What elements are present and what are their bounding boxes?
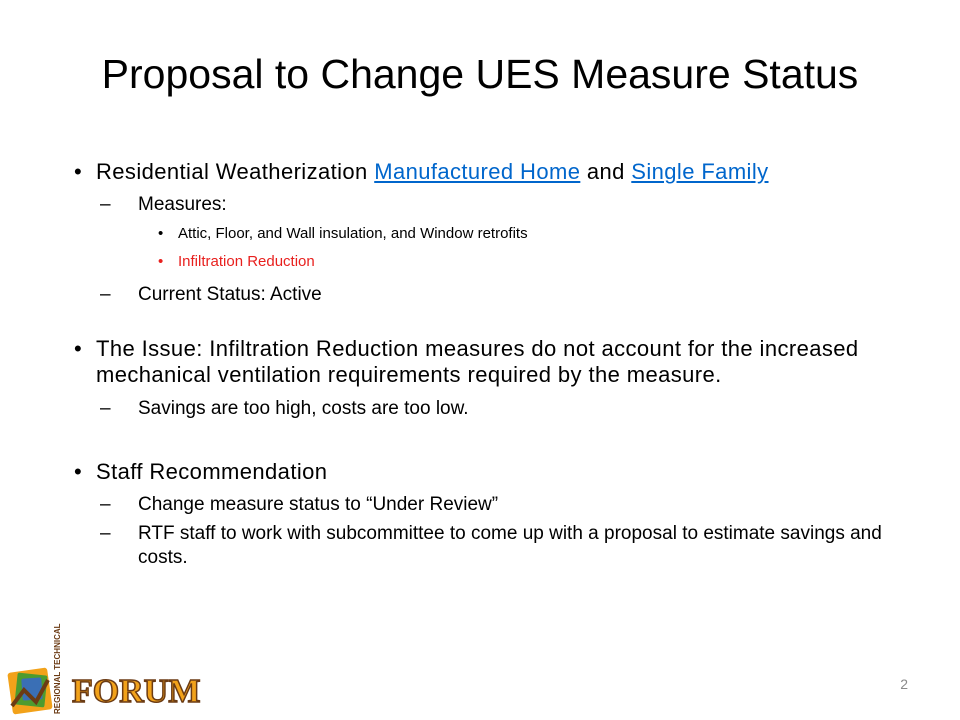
logo-side-text: REGIONAL TECHNICAL [53, 623, 62, 714]
bullet-staff-recommendation [74, 458, 904, 486]
logo-main-text: FORUM [72, 673, 201, 710]
single-family-link[interactable]: Single Family [631, 159, 769, 184]
sub-bullet-text: RTF staff to work with subcommittee to come up with a proposal to estimate savings and costs. [138, 523, 882, 568]
dash-icon: – [100, 494, 111, 515]
bullet-icon: • [74, 459, 83, 484]
sub-bullet-text: Current Status: Active [138, 284, 322, 305]
sub-bullet-change-status [74, 492, 904, 518]
bullet-icon: • [74, 159, 83, 184]
sub-bullet-measures [74, 192, 904, 218]
regional-technical-forum-logo [6, 623, 201, 720]
page-number: 2 [900, 676, 908, 692]
bullet-text: The Issue: Infiltration Reduction measures do not account for the increased mechanical ventilation requirements required by the measure. [96, 336, 859, 387]
bullet-the-issue [74, 336, 904, 388]
bullet-text: Staff Recommendation [96, 459, 328, 484]
sub-sub-bullet-insulation [74, 222, 904, 246]
manufactured-home-link[interactable]: Manufactured Home [374, 159, 581, 184]
dash-icon: – [100, 523, 111, 544]
slide-body [74, 150, 904, 570]
slide-title: Proposal to Change UES Measure Status [101, 51, 859, 97]
bullet-icon: • [158, 225, 164, 242]
sub-sub-bullet-text: Attic, Floor, and Wall insulation, and Window retrofits [178, 225, 528, 242]
sub-bullet-savings [74, 396, 904, 422]
sub-sub-bullet-infiltration [74, 250, 904, 274]
sub-bullet-text: Measures: [138, 194, 227, 215]
bullet-icon: • [158, 253, 164, 270]
logo-emblem-icon [7, 667, 52, 714]
bullet-text-prefix: Residential Weatherization [96, 159, 375, 184]
sub-sub-bullet-text: Infiltration Reduction [178, 253, 315, 270]
sub-bullet-text: Savings are too high, costs are too low. [138, 398, 469, 419]
bullet-icon: • [74, 336, 83, 361]
sub-bullet-text: Change measure status to “Under Review” [138, 494, 499, 515]
sub-bullet-rtf-staff [74, 522, 904, 570]
bullet-residential-weatherization [74, 158, 904, 186]
dash-icon: – [100, 194, 111, 215]
dash-icon: – [100, 398, 111, 419]
sub-bullet-current-status [74, 282, 904, 308]
dash-icon: – [100, 284, 111, 305]
bullet-text-middle: and [580, 159, 632, 184]
